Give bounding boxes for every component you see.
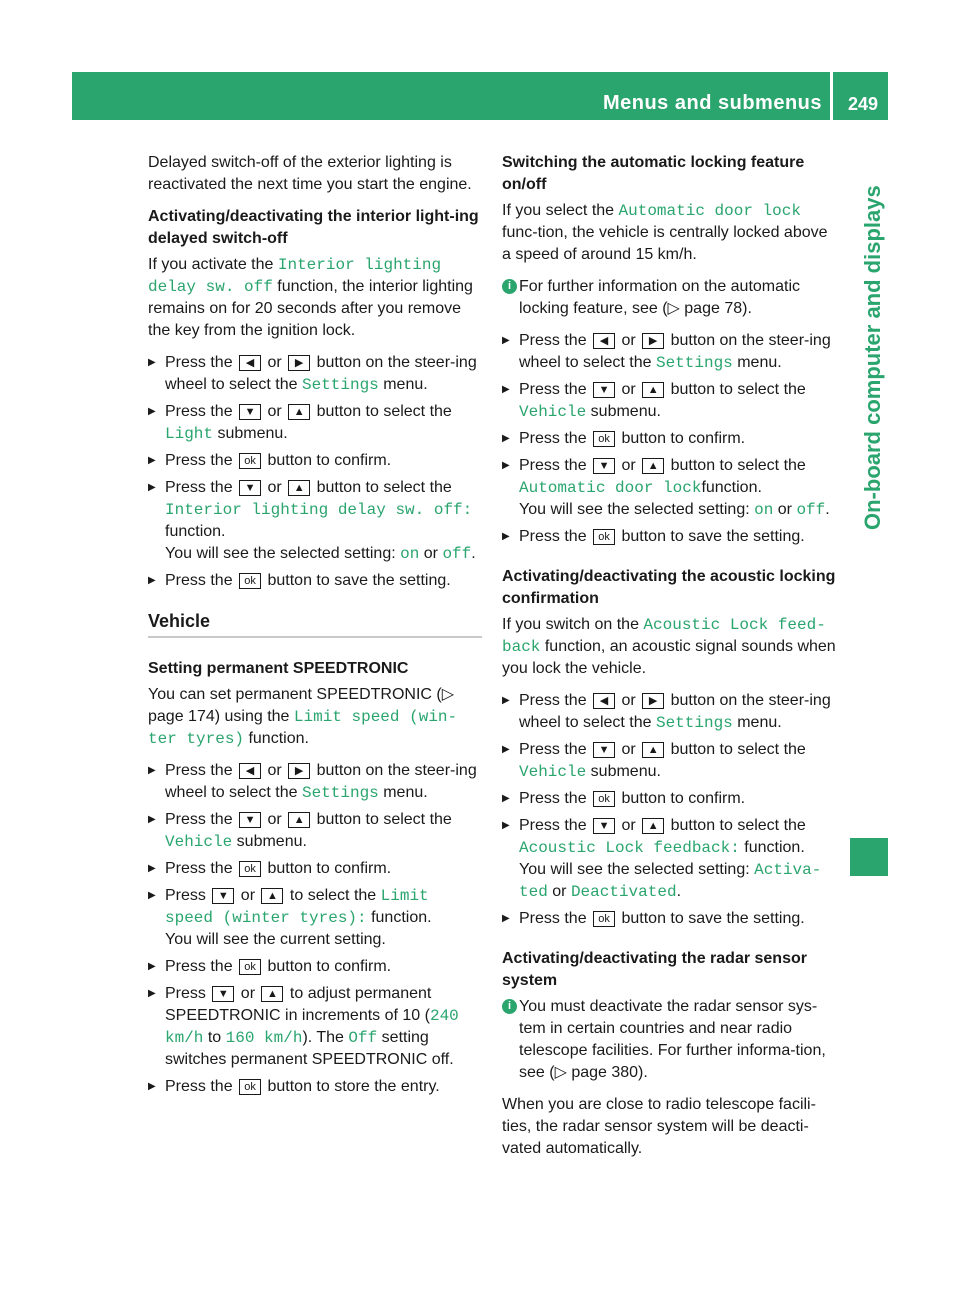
instruction-step: ▶ Press the ◀ or ▶ button on the steer-ing wheel to select the Settings menu.	[148, 760, 482, 804]
instruction-step: ▶ Press the ok button to confirm.	[502, 428, 836, 450]
instruction-step: ▶ Press the ok button to confirm.	[502, 788, 836, 810]
up-arrow-button-icon: ▲	[288, 480, 310, 496]
right-column	[502, 152, 836, 1170]
paragraph: You can set permanent SPEEDTRONIC (▷ page 174) using the Limit speed (win-ter tyres) function.	[148, 686, 458, 748]
instruction-step: ▶ Press the ok button to save the setting.	[502, 908, 836, 930]
ok-button-icon: ok	[239, 573, 261, 589]
setting-value: off	[442, 545, 472, 563]
header-divider	[830, 72, 833, 120]
left-column	[148, 152, 482, 1103]
menu-name: Settings	[655, 354, 733, 372]
chapter-marker	[850, 838, 888, 876]
setting-value: Activa-ted	[519, 861, 822, 901]
instruction-step: ▶ Press the ◀ or ▶ button on the steer-ing wheel to select the Settings menu.	[502, 690, 836, 734]
instruction-step: ▶ Press the ▼ or ▲ button to select the Light submenu.	[148, 401, 482, 445]
left-arrow-button-icon: ◀	[239, 763, 261, 779]
chapter-label: On-board computer and displays	[860, 185, 885, 530]
left-arrow-button-icon: ◀	[593, 333, 615, 349]
up-arrow-button-icon: ▲	[288, 404, 310, 420]
menu-function-name: Acoustic Lock feed-back	[502, 616, 826, 656]
down-arrow-button-icon: ▼	[239, 480, 261, 496]
instruction-step: ▶ Press the ▼ or ▲ button to select the Interior lighting delay sw. off: function. You will see the selected setting: on or off.	[148, 477, 482, 565]
instruction-step: ▶ Press the ok button to store the entry.	[148, 1076, 482, 1098]
paragraph: Delayed switch-off of the exterior lighting is reactivated the next time you start the engine.	[148, 154, 472, 193]
setting-value: on	[400, 545, 420, 563]
right-arrow-button-icon: ▶	[288, 763, 310, 779]
info-note: i For further information on the automatic locking feature, see (▷ page 78).	[502, 276, 836, 320]
instruction-step: ▶ Press the ▼ or ▲ button to select the Vehicle submenu.	[502, 739, 836, 783]
up-arrow-button-icon: ▲	[642, 458, 664, 474]
submenu-name: Vehicle	[519, 763, 587, 781]
right-arrow-button-icon: ▶	[642, 333, 664, 349]
setting-value: Deactivated	[570, 883, 677, 901]
down-arrow-button-icon: ▼	[239, 812, 261, 828]
ok-button-icon: ok	[593, 529, 615, 545]
submenu-name: Vehicle	[519, 403, 587, 421]
setting-value: off	[796, 501, 826, 519]
function-name: Limit speed (winter tyres):	[165, 887, 429, 927]
function-name: Interior lighting delay sw. off:	[165, 501, 473, 519]
ok-button-icon: ok	[239, 1079, 261, 1095]
instruction-step: ▶ Press the ok button to save the setting.	[502, 526, 836, 548]
instruction-step: ▶ Press the ▼ or ▲ button to select the Acoustic Lock feedback: function. You will see the selected setting: Activa-ted or Deactivated.	[502, 815, 836, 903]
down-arrow-button-icon: ▼	[212, 888, 234, 904]
up-arrow-button-icon: ▲	[642, 742, 664, 758]
ok-button-icon: ok	[239, 453, 261, 469]
paragraph: If you switch on the Acoustic Lock feed-back function, an acoustic signal sounds when you lock the vehicle.	[502, 616, 836, 677]
instruction-step: ▶ Press the ▼ or ▲ button to select the Vehicle submenu.	[148, 809, 482, 853]
right-arrow-button-icon: ▶	[288, 355, 310, 371]
section-heading: Activating/deactivating the radar sensor system	[502, 950, 807, 989]
side-chapter-tab	[832, 120, 888, 540]
speed-value: 160 km/h	[225, 1029, 303, 1047]
instruction-step: ▶ Press ▼ or ▲ to select the Limit speed (winter tyres): function. You will see the current setting.	[148, 885, 482, 951]
up-arrow-button-icon: ▲	[642, 382, 664, 398]
down-arrow-button-icon: ▼	[239, 404, 261, 420]
setting-value: on	[754, 501, 774, 519]
info-note: i You must deactivate the radar sensor sys-tem in certain countries and near radio telescope facilities. For further informa-tion, see (▷ page 380).	[502, 996, 836, 1084]
up-arrow-button-icon: ▲	[642, 818, 664, 834]
instruction-step: ▶ Press the ok button to confirm.	[148, 450, 482, 472]
header-bar	[72, 72, 888, 120]
menu-name: Settings	[655, 714, 733, 732]
paragraph: If you select the Automatic door lock func-tion, the vehicle is centrally locked above a speed of around 15 km/h.	[502, 202, 828, 263]
section-title: Menus and submenus	[602, 92, 822, 114]
info-icon: i	[502, 999, 517, 1014]
instruction-step: ▶ Press the ◀ or ▶ button on the steer-ing wheel to select the Settings menu.	[148, 352, 482, 396]
instruction-step: ▶ Press the ◀ or ▶ button on the steer-ing wheel to select the Settings menu.	[502, 330, 836, 374]
info-icon: i	[502, 279, 517, 294]
up-arrow-button-icon: ▲	[261, 986, 283, 1002]
menu-function-name: Limit speed (win-ter tyres)	[148, 708, 458, 748]
speed-value: 240 km/h	[165, 1007, 459, 1047]
paragraph: If you activate the Interior lighting delay sw. off function, the interior lighting remains on for 20 seconds after you remove the key from the ignition lock.	[148, 256, 473, 339]
ok-button-icon: ok	[593, 791, 615, 807]
function-name: Automatic door lock	[519, 479, 702, 497]
right-arrow-button-icon: ▶	[642, 693, 664, 709]
instruction-step: ▶ Press the ok button to save the setting.	[148, 570, 482, 592]
section-heading: Activating/deactivating the acoustic locking confirmation	[502, 568, 836, 607]
left-arrow-button-icon: ◀	[239, 355, 261, 371]
section-heading: Switching the automatic locking feature on/off	[502, 154, 805, 193]
instruction-step: ▶ Press the ▼ or ▲ button to select the Automatic door lockfunction. You will see the selected setting: on or off.	[502, 455, 836, 521]
menu-function-name: Interior lighting delay sw. off	[148, 256, 442, 296]
down-arrow-button-icon: ▼	[593, 742, 615, 758]
ok-button-icon: ok	[593, 911, 615, 927]
down-arrow-button-icon: ▼	[593, 382, 615, 398]
submenu-name: Light	[165, 425, 214, 443]
submenu-name: Vehicle	[165, 833, 233, 851]
setting-value: Off	[348, 1029, 378, 1047]
up-arrow-button-icon: ▲	[261, 888, 283, 904]
down-arrow-button-icon: ▼	[593, 818, 615, 834]
down-arrow-button-icon: ▼	[593, 458, 615, 474]
ok-button-icon: ok	[593, 431, 615, 447]
down-arrow-button-icon: ▼	[212, 986, 234, 1002]
ok-button-icon: ok	[239, 861, 261, 877]
paragraph: When you are close to radio telescope facili-ties, the radar sensor system will be deacti-vated automatically.	[502, 1096, 816, 1157]
menu-name: Settings	[301, 376, 379, 394]
section-heading: Setting permanent SPEEDTRONIC	[148, 660, 409, 677]
menu-name: Settings	[301, 784, 379, 802]
function-name: Acoustic Lock feedback:	[519, 839, 740, 857]
section-title-vehicle: Vehicle	[148, 610, 482, 638]
left-arrow-button-icon: ◀	[593, 693, 615, 709]
instruction-step: ▶ Press ▼ or ▲ to adjust permanent SPEEDTRONIC in increments of 10 (240 km/h to 160 km/h). The Off setting switches permanent SPEEDTRONIC off.	[148, 983, 482, 1071]
section-heading: Activating/deactivating the interior light-ing delayed switch-off	[148, 208, 479, 247]
instruction-step: ▶ Press the ok button to confirm.	[148, 956, 482, 978]
instruction-step: ▶ Press the ▼ or ▲ button to select the Vehicle submenu.	[502, 379, 836, 423]
instruction-step: ▶ Press the ok button to confirm.	[148, 858, 482, 880]
page-number: 249	[847, 94, 878, 114]
menu-function-name: Automatic door lock	[618, 202, 801, 220]
ok-button-icon: ok	[239, 959, 261, 975]
up-arrow-button-icon: ▲	[288, 812, 310, 828]
